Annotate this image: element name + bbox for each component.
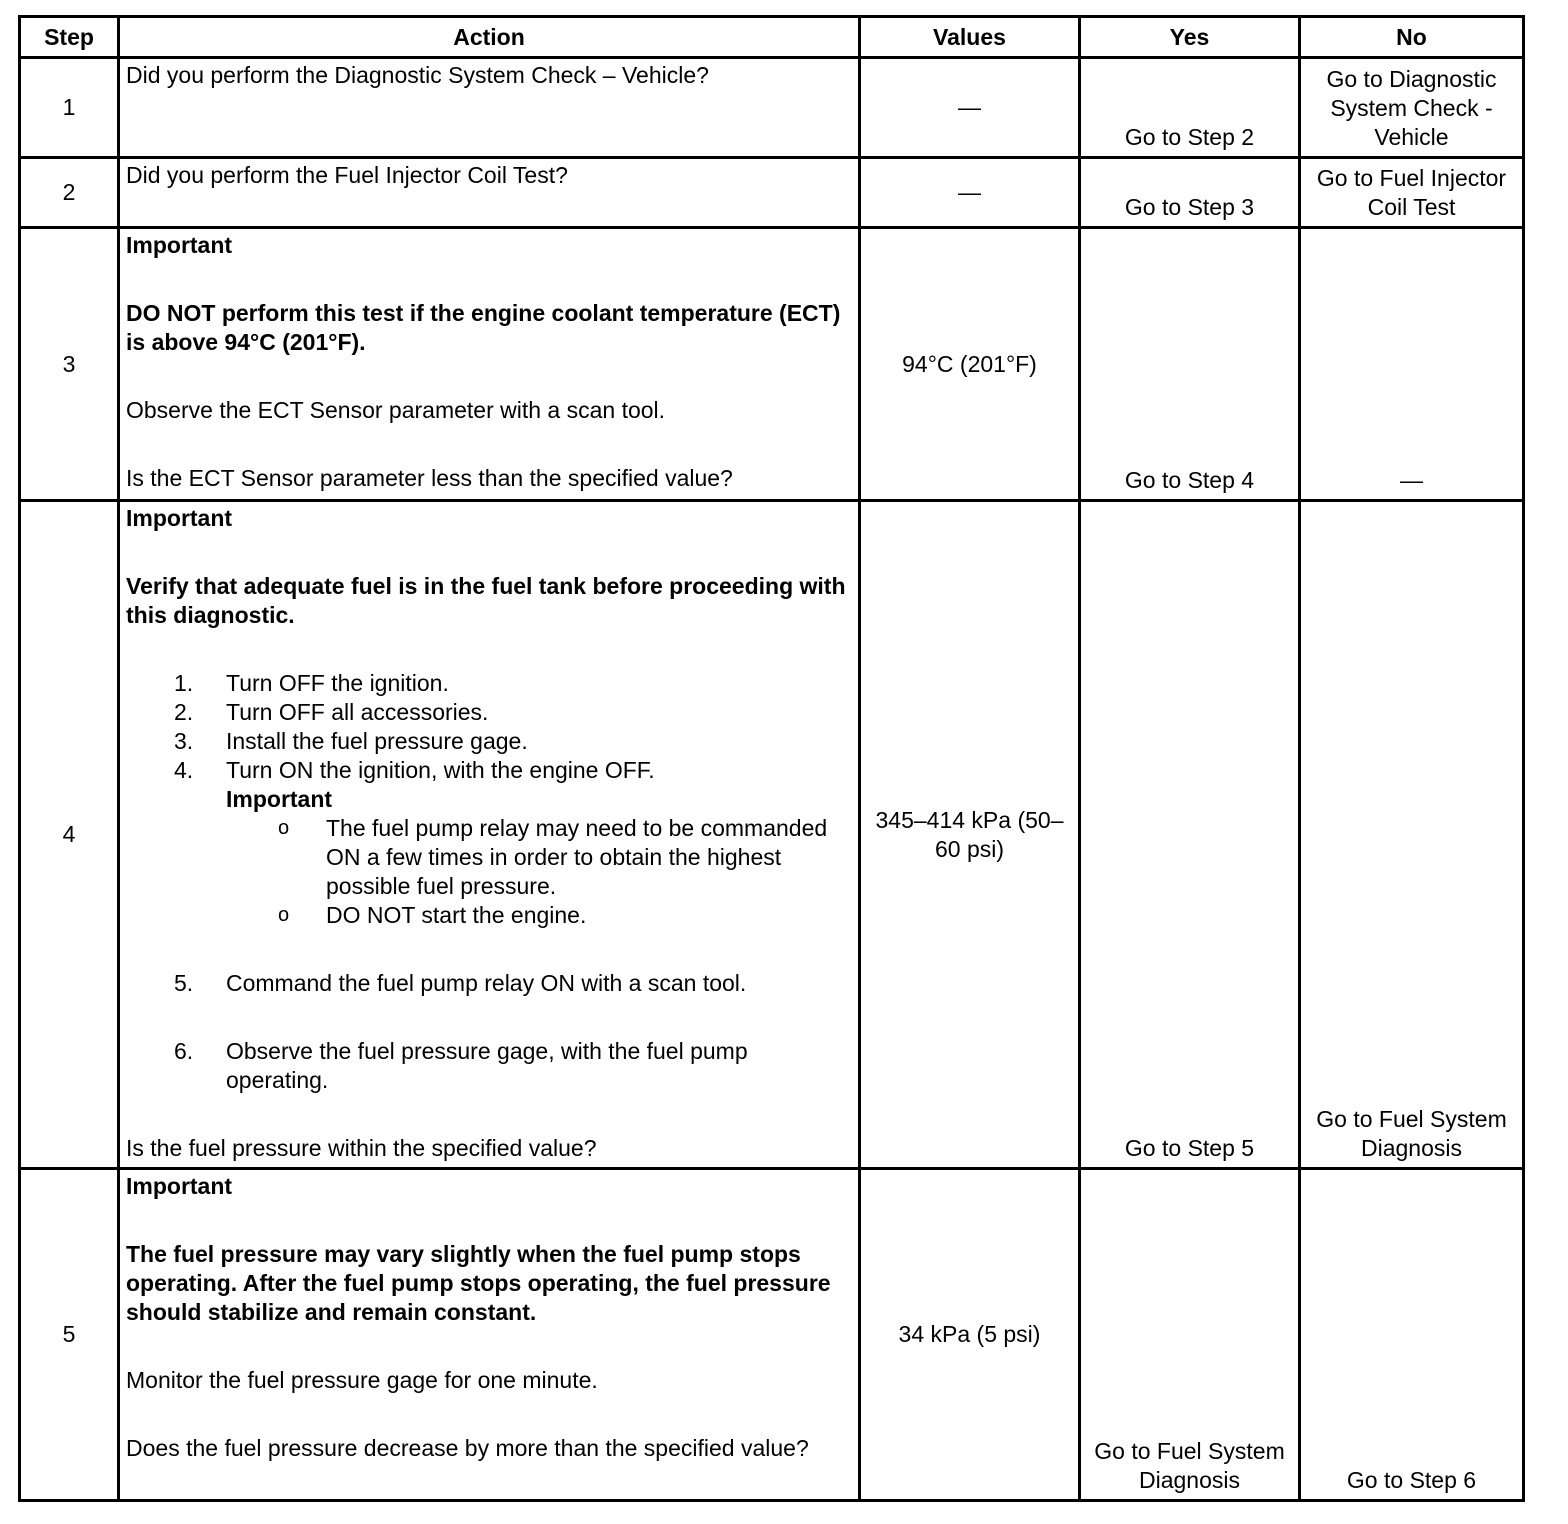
yes-cell: Go to Step 3 <box>1080 158 1300 228</box>
list-item: 6. Observe the fuel pressure gage, with the fuel pump operating. <box>174 1038 748 1093</box>
header-step: Step <box>20 17 119 58</box>
step-number: 1 <box>20 58 119 158</box>
sub-bullet-list <box>126 814 854 930</box>
step-number: 3 <box>20 228 119 501</box>
table-row <box>20 158 1524 228</box>
list-item: o The fuel pump relay may need to be commanded ON a few times in order to obtain the highest possible fuel pressure. <box>278 815 828 899</box>
values-cell: 34 kPa (5 psi) <box>860 1169 1080 1501</box>
action-cell <box>119 1169 860 1501</box>
header-yes: Yes <box>1080 17 1300 58</box>
yes-cell: Go to Step 2 <box>1080 58 1300 158</box>
header-no: No <box>1300 17 1524 58</box>
values-cell: — <box>860 158 1080 228</box>
list-item: 2. Turn OFF all accessories. <box>174 699 489 725</box>
header-row <box>20 17 1524 58</box>
action-cell <box>119 58 860 158</box>
no-cell: Go to Fuel System Diagnosis <box>1300 501 1524 1169</box>
table-row <box>20 1169 1524 1501</box>
table-row <box>20 58 1524 158</box>
action-cell <box>119 158 860 228</box>
action-cell <box>119 501 860 1169</box>
no-cell: Go to Diagnostic System Check - Vehicle <box>1300 58 1524 158</box>
no-cell: — <box>1300 228 1524 501</box>
important-label: Important <box>126 1173 233 1199</box>
important-label: Important <box>126 505 233 531</box>
important-warning: DO NOT perform this test if the engine coolant temperature (ECT) is above 94°C (201°F). <box>126 300 841 355</box>
diagnostic-table <box>18 15 1525 1502</box>
values-cell: — <box>860 58 1080 158</box>
procedure-list <box>126 669 854 1095</box>
action-question: Is the fuel pressure within the specified value? <box>126 1135 597 1161</box>
header-values: Values <box>860 17 1080 58</box>
list-item: 3. Install the fuel pressure gage. <box>174 728 528 754</box>
table-row <box>20 228 1524 501</box>
action-question: Is the ECT Sensor parameter less than the specified value? <box>126 465 733 491</box>
action-question: Does the fuel pressure decrease by more than the specified value? <box>126 1435 809 1461</box>
list-item: 4. Turn ON the ignition, with the engine OFF. Important o The fuel pump relay may need to be commanded ON a few times in order to obtain the highest possible fuel pressure. o DO NOT start the engine. <box>126 756 854 930</box>
sub-important-label: Important <box>226 786 333 812</box>
important-label: Important <box>126 232 233 258</box>
important-warning: Verify that adequate fuel is in the fuel tank before proceeding with this diagnostic. <box>126 573 846 628</box>
action-question: Did you perform the Fuel Injector Coil Test? <box>126 162 568 188</box>
step-number: 5 <box>20 1169 119 1501</box>
yes-cell: Go to Fuel System Diagnosis <box>1080 1169 1300 1501</box>
header-action: Action <box>119 17 860 58</box>
action-instruction: Observe the ECT Sensor parameter with a scan tool. <box>126 397 666 423</box>
no-cell: Go to Step 6 <box>1300 1169 1524 1501</box>
list-item: 5. Command the fuel pump relay ON with a scan tool. <box>174 970 747 996</box>
yes-cell: Go to Step 4 <box>1080 228 1300 501</box>
action-cell <box>119 228 860 501</box>
action-instruction: Monitor the fuel pressure gage for one minute. <box>126 1367 598 1393</box>
list-item: o DO NOT start the engine. <box>278 902 587 928</box>
step-number: 2 <box>20 158 119 228</box>
important-warning: The fuel pressure may vary slightly when the fuel pump stops operating. After the fuel pump stops operating, the fuel pressure should stabilize and remain constant. <box>126 1241 831 1325</box>
step-number: 4 <box>20 501 119 1169</box>
values-cell: 345–414 kPa (50–60 psi) <box>860 501 1080 1169</box>
action-question: Did you perform the Diagnostic System Check – Vehicle? <box>126 62 709 88</box>
list-item: 1. Turn OFF the ignition. <box>174 670 449 696</box>
values-cell: 94°C (201°F) <box>860 228 1080 501</box>
yes-cell: Go to Step 5 <box>1080 501 1300 1169</box>
table-row <box>20 501 1524 1169</box>
no-cell: Go to Fuel Injector Coil Test <box>1300 158 1524 228</box>
